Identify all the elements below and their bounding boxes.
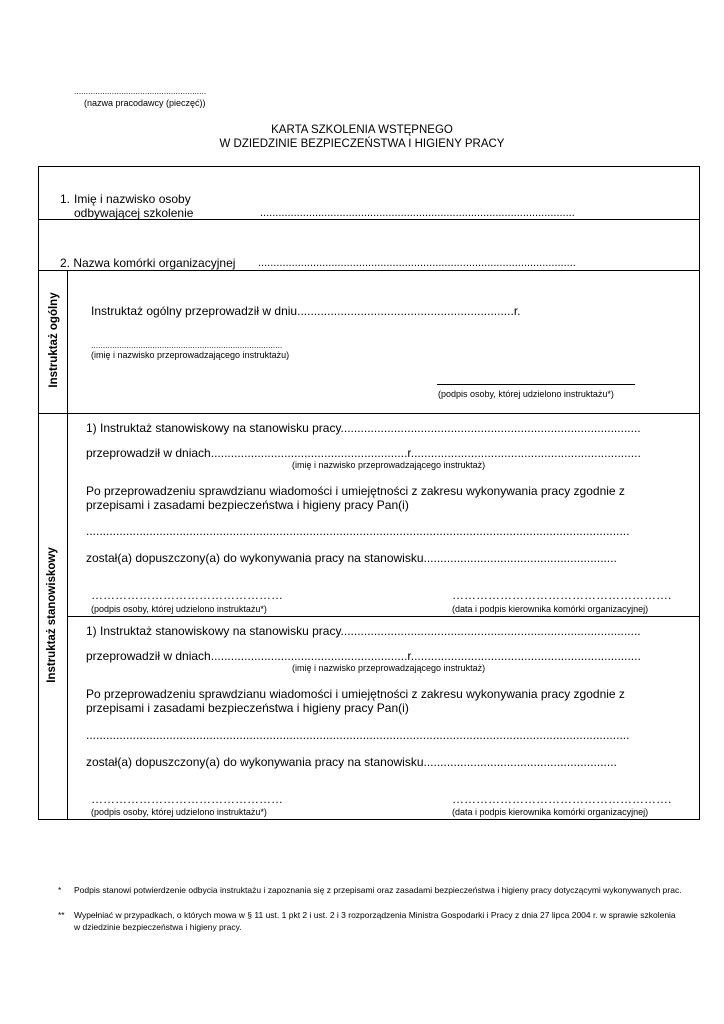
workstation-paragraph: Po przeprowadzeniu sprawdzianu wiadomości i umiejętności z zakresu wykonywania pracy zgodnie z (86, 687, 625, 701)
footnote-mark: * (58, 885, 62, 895)
manager-signature-caption: (data i podpis kierownika komórki organizacyjnej) (452, 807, 649, 817)
field1-label: Imię i nazwisko osoby (74, 192, 191, 206)
workstation-line[interactable]: 1) Instruktaż stanowiskowy na stanowisku pracy.......................................................................................... (86, 421, 641, 435)
side-column-divider (67, 270, 68, 819)
admitted-position-line[interactable]: został(a) dopuszczony(a) do wykonywania pracy na stanowisku.......................................................... (86, 755, 617, 769)
manager-signature-caption: (data i podpis kierownika komórki organizacyjnej) (452, 604, 649, 614)
workstation-dates-line[interactable]: przeprowadził w dniach...........................................................r..................................................................... (86, 649, 641, 663)
employee-name-input[interactable]: ................................................................................................................................................................... (86, 524, 630, 538)
employee-signature-caption: (podpis osoby, której udzielono instruktażu*) (91, 807, 267, 817)
workstation-instructor-caption: (imię i nazwisko przeprowadzającego instruktaż) (292, 663, 486, 673)
employer-caption: (nazwa pracodawcy (pieczęć)) (84, 98, 206, 108)
manager-signature-dots[interactable]: ………………………………………………. (452, 792, 672, 806)
general-instructor-caption: (imię i nazwisko przeprowadzającego instruktażu) (91, 350, 290, 360)
footnote-mark: ** (58, 910, 65, 920)
employee-name-input[interactable]: ................................................................................................................................................................... (86, 728, 630, 742)
footnote-text: Podpis stanowi potwierdzenie odbycia instruktażu i zapoznania się z przepisami oraz zasadami bezpieczeństwa i higieny pracy dotyczącymi wykonywanych prac. (74, 885, 682, 895)
org-unit-input[interactable]: ........................................................................................................ (258, 257, 576, 269)
general-instruction-side-label: Instruktaż ogólny (48, 292, 60, 388)
manager-signature-dots[interactable]: ………………………………………………. (452, 588, 672, 602)
workstation-paragraph: przepisami i zasadami bezpieczeństwa i higieny pracy Pan(i) (86, 498, 409, 512)
general-instruction-date-line[interactable]: Instruktaż ogólny przeprowadził w dniu.................................................................r. (91, 304, 521, 318)
footnote-text: Wypełniać w przypadkach, o których mowa w § 11 ust. 1 pkt 2 i ust. 2 i 3 rozporządzenia Ministra Gospodarki i Pracy z dnia 27 lipca 2004 r. w sprawie szkolenia w dziedzinie bezpieczeństwa i higieny pracy. (74, 910, 676, 932)
workstation-line[interactable]: 1) Instruktaż stanowiskowy na stanowisku pracy.......................................................................................... (86, 624, 641, 638)
employee-signature-dots[interactable]: ………………………………………… (91, 588, 283, 602)
general-signature-line[interactable] (437, 384, 635, 385)
workstation-dates-line[interactable]: przeprowadził w dniach...........................................................r..................................................................... (86, 446, 641, 460)
employee-signature-dots[interactable]: ………………………………………… (91, 792, 283, 806)
row-divider (38, 270, 699, 271)
form-title-line1: KARTA SZKOLENIA WSTĘPNEGO (271, 124, 453, 136)
row-divider (38, 413, 699, 414)
field1-label: odbywającej szkolenie (74, 206, 194, 220)
workstation-paragraph: Po przeprowadzeniu sprawdzianu wiadomości i umiejętności z zakresu wykonywania pracy zgodnie z (86, 484, 625, 498)
employer-dots[interactable]: ........................................................ (74, 86, 207, 96)
general-signature-caption: (podpis osoby, której udzielono instruktażu*) (438, 389, 614, 399)
workstation-instruction-side-label: Instruktaż stanowiskowy (46, 547, 58, 683)
row-divider (67, 616, 699, 617)
employee-signature-caption: (podpis osoby, której udzielono instruktażu*) (91, 604, 267, 614)
general-instructor-dots[interactable]: ................................................................................. (91, 340, 283, 350)
field1-number: 1. (60, 192, 71, 206)
workstation-instructor-caption: (imię i nazwisko przeprowadzającego instruktaż) (292, 460, 486, 470)
workstation-paragraph: przepisami i zasadami bezpieczeństwa i higieny pracy Pan(i) (86, 701, 409, 715)
field2-label: 2. Nazwa komórki organizacyjnej (60, 256, 236, 270)
name-input[interactable]: ....................................................................................................... (260, 207, 575, 219)
form-title-line2: W DZIEDZINIE BEZPIECZEŃSTWA I HIGIENY PRACY (219, 138, 505, 150)
admitted-position-line[interactable]: został(a) dopuszczony(a) do wykonywania pracy na stanowisku.......................................................... (86, 551, 617, 565)
